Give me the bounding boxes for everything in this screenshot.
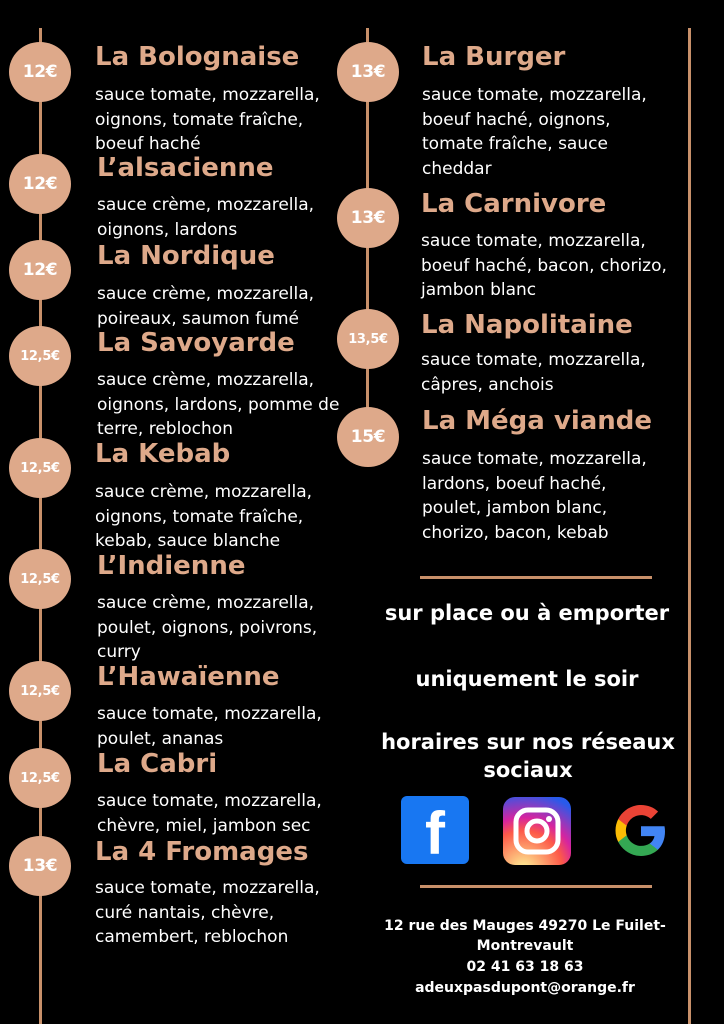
pizza-description: sauce tomate, mozzarella, curé nantais, chèvre, camembert, reblochon [95,878,320,947]
price-badge: 12,5€ [9,661,71,721]
price-badge: 13€ [337,188,399,248]
price-badge: 12,5€ [9,438,71,498]
pizza-description: sauce tomate, mozzarella, câpres, anchois [421,350,646,395]
right-timeline [688,28,691,1024]
price-badge: 12,5€ [9,549,71,609]
google-icon[interactable] [607,796,675,864]
price-badge: 13,5€ [337,309,399,369]
price-badge: 13€ [337,42,399,102]
pizza-description: sauce crème, mozzarella, oignons, lardons, pomme de terre, reblochon [97,370,340,439]
divider-top [420,576,652,579]
divider-bottom [420,885,652,888]
price-badge: 12,5€ [9,748,71,808]
service-mode-text: sur place ou à emporter [384,601,670,625]
price-badge: 12€ [9,154,71,214]
pizza-description: sauce crème, mozzarella, poulet, oignons, poivrons, curry [97,593,318,662]
pizza-description: sauce tomate, mozzarella, boeuf haché, bacon, chorizo, jambon blanc [421,231,667,300]
pizza-name: La Cabri [97,749,218,779]
pizza-name: La Savoyarde [97,328,295,358]
price-badge: 12€ [9,240,71,300]
phone-text[interactable]: 02 41 63 18 63 [466,959,584,975]
pizza-description: sauce tomate, mozzarella, chèvre, miel, jambon sec [97,791,322,836]
pizza-name: L’alsacienne [97,153,274,183]
price-badge: 13€ [9,836,71,896]
address-text: 12 rue des Mauges 49270 Le Fuilet-Montrevault [384,918,666,954]
price-badge: 12,5€ [9,326,71,386]
pizza-name: La Kebab [95,439,231,469]
pizza-name: L’Hawaïenne [97,662,280,692]
pizza-description: sauce crème, mozzarella, oignons, lardons [97,195,315,240]
facebook-glyph: f [425,800,445,864]
pizza-description: sauce tomate, mozzarella, lardons, boeuf haché, poulet, jambon blanc, chorizo, bacon, kebab [422,449,647,543]
pizza-name: La Napolitaine [421,310,633,340]
pizza-description: sauce tomate, mozzarella, oignons, tomate fraîche, boeuf haché [95,85,320,154]
price-badge: 15€ [337,407,399,467]
pizza-name: La Carnivore [421,189,607,219]
pizza-name: La 4 Fromages [95,837,309,867]
pizza-description: sauce tomate, mozzarella, boeuf haché, oignons, tomate fraîche, sauce cheddar [422,85,647,179]
pizza-name: La Bolognaise [95,42,300,72]
pizza-description: sauce crème, mozzarella, poireaux, saumon fumé [97,284,315,329]
hours-info-text: horaires sur nos réseaux sociaux [381,730,675,782]
pizza-name: La Nordique [97,241,275,271]
pizza-description: sauce tomate, mozzarella, poulet, ananas [97,704,322,749]
facebook-icon[interactable] [401,796,469,864]
price-badge: 12€ [9,42,71,102]
instagram-icon[interactable] [503,797,571,865]
pizza-name: L’Indienne [97,551,246,581]
pizza-name: La Méga viande [422,406,653,436]
pizza-name: La Burger [422,42,566,72]
email-text[interactable]: adeuxpasdupont@orange.fr [415,980,635,996]
pizza-description: sauce crème, mozzarella, oignons, tomate fraîche, kebab, sauce blanche [95,482,313,551]
evening-only-text: uniquement le soir [415,667,639,691]
